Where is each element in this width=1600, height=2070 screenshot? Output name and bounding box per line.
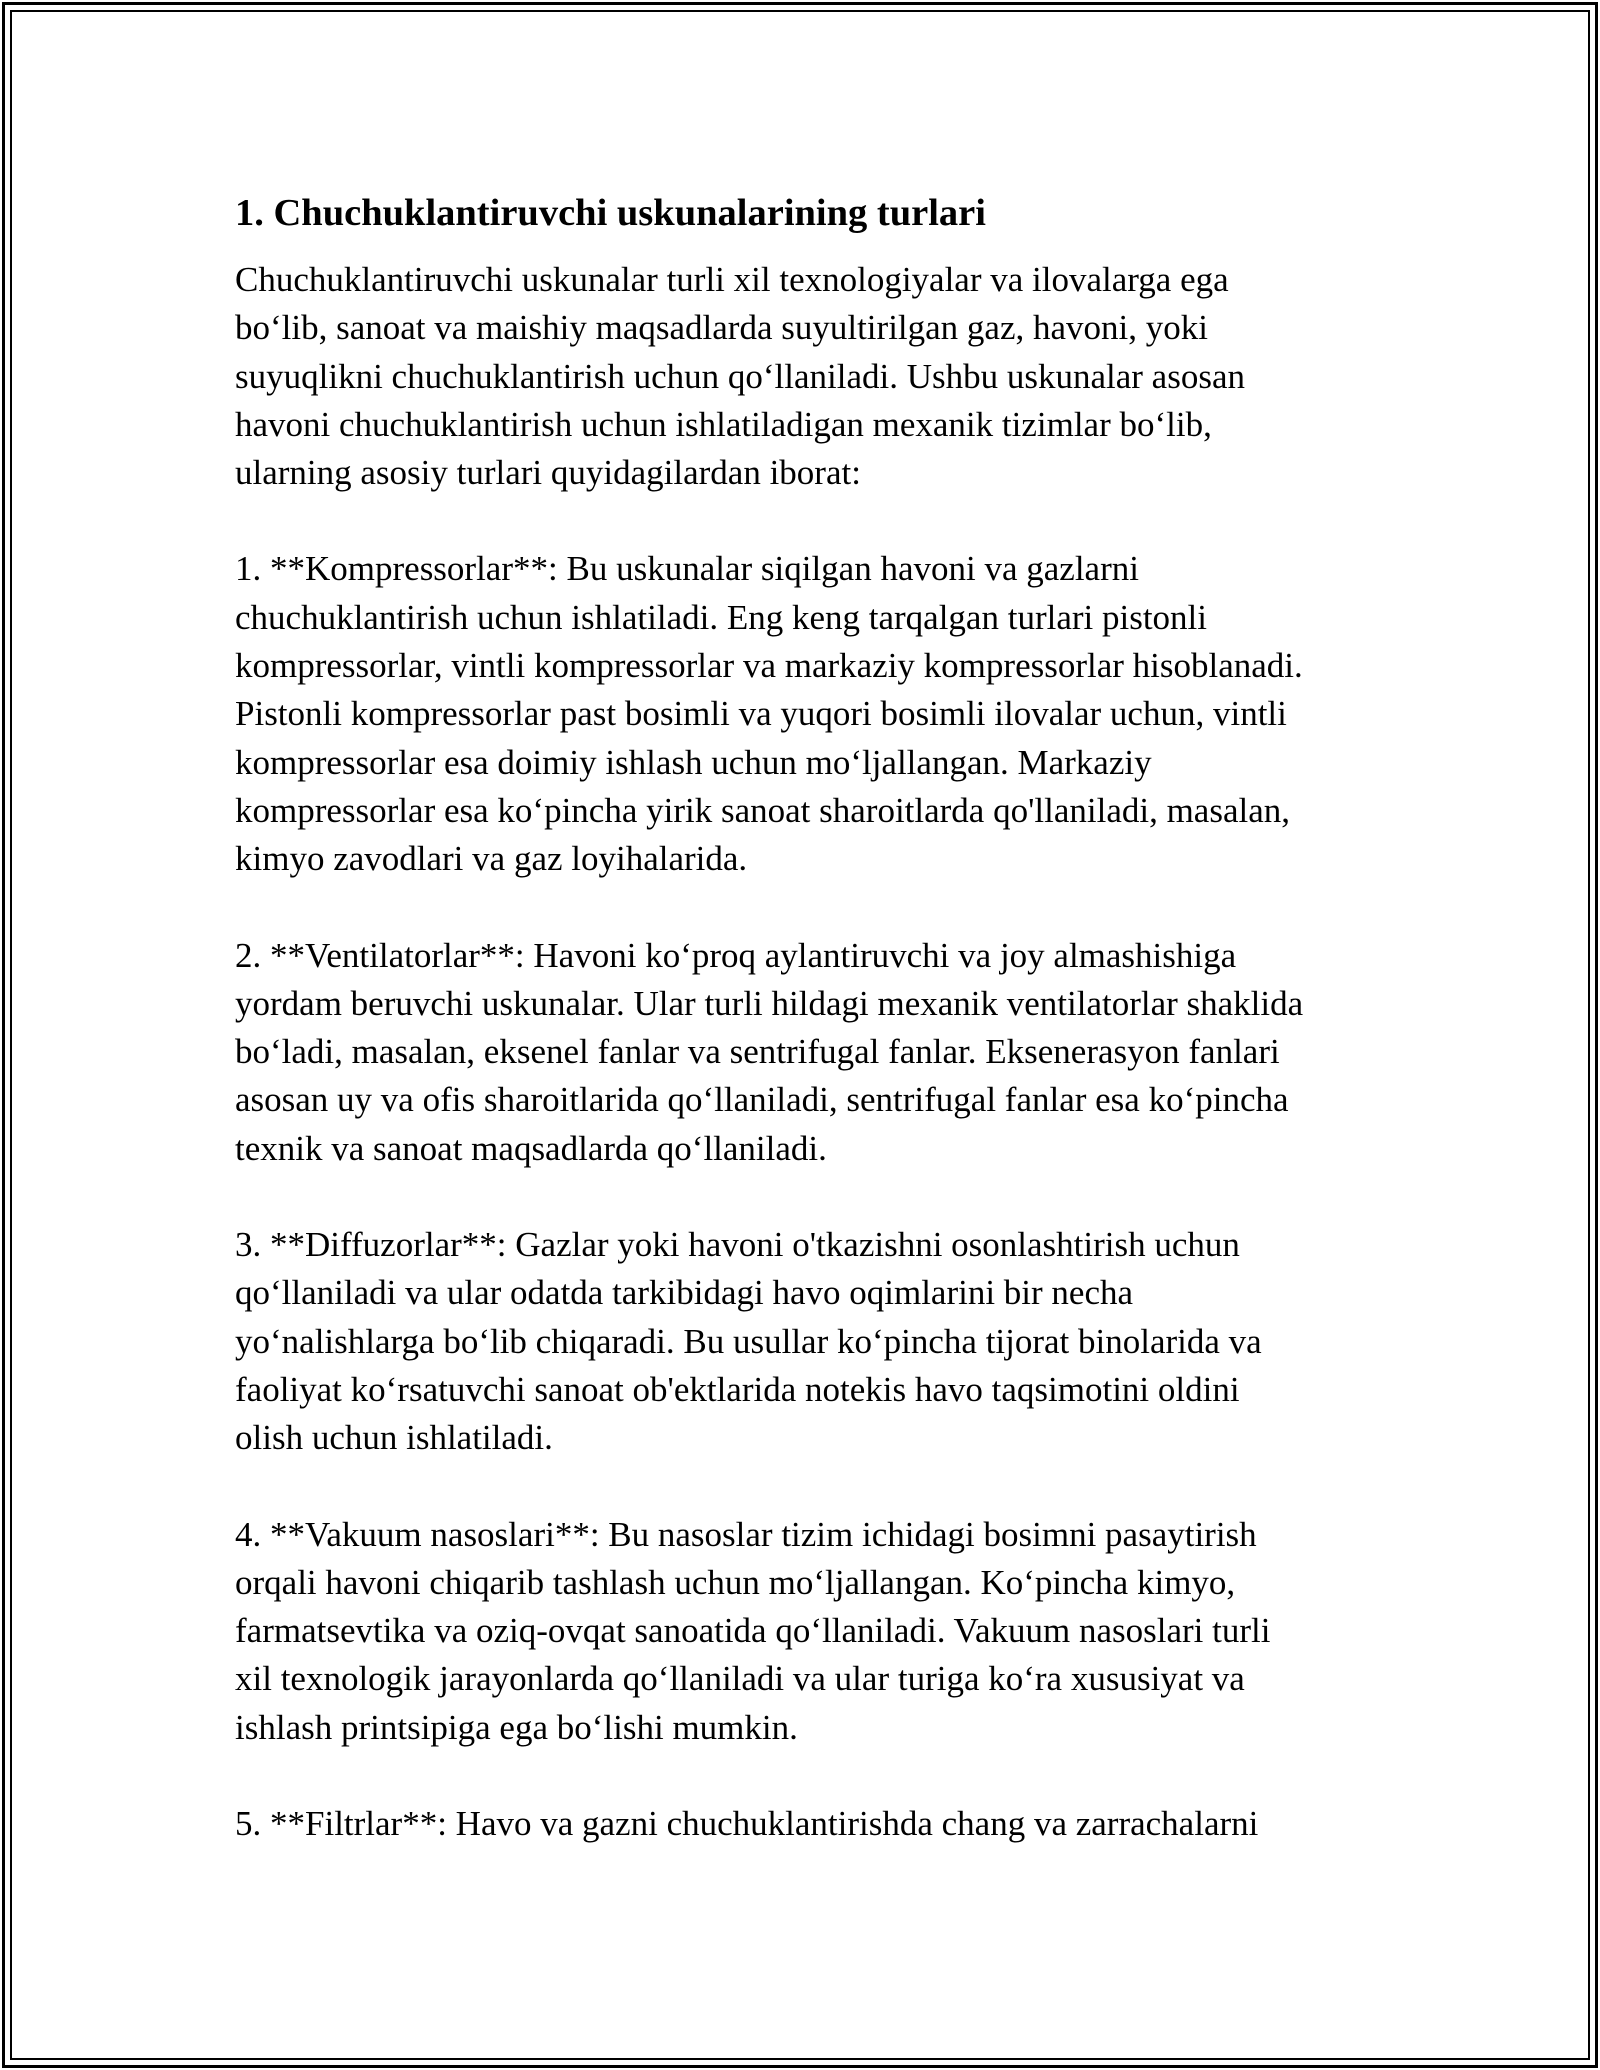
intro-paragraph: Chuchuklantiruvchi uskunalar turli xil texnologiyalar va ilovalarga ega bo‘lib, sanoat va maishiy maqsadlarda suyultirilgan gaz, havoni, yoki suyuqlikni chuchuklantirish uchun qo‘llaniladi. Ushbu uskunalar asosan havoni chuchuklantirish uchun ishlatiladigan mexanik tizimlar bo‘lib, ularning asosiy turlari quyidagilardan iborat: (235, 260, 1245, 493)
list-item-ventilatorlar: 2. **Ventilatorlar**: Havoni ko‘proq aylantiruvchi va joy almashishiga yordam beruvchi uskunalar. Ular turli hildagi mexanik ventilatorlar shaklida bo‘ladi, masalan, eksenel fanlar va sentrifugal fanlar. Eksenerasyon fanlari asosan uy va ofis sharoitlarida qo‘llaniladi, sentrifugal fanlar esa ko‘pincha texnik va sanoat maqsadlarda qo‘llaniladi. (235, 935, 1304, 1168)
list-item-vakuum-nasoslari: 4. **Vakuum nasoslari**: Bu nasoslar tizim ichidagi bosimni pasaytirish orqali havoni chiqarib tashlash uchun mo‘ljallangan. Ko‘pincha kimyo, farmatsevtika va oziq-ovqat sanoatida qo‘llaniladi. Vakuum nasoslari turli xil texnologik jarayonlarda qo‘llaniladi va ular turiga ko‘ra xususiyat va ishlash printsipiga ega bo‘lishi mumkin. (235, 1514, 1271, 1747)
list-item-diffuzorlar: 3. **Diffuzorlar**: Gazlar yoki havoni o'tkazishni osonlashtirish uchun qo‘llaniladi va ular odatda tarkibidagi havo oqimlarini bir necha yo‘nalishlarga bo‘lib chiqaradi. Bu usullar ko‘pincha tijorat binolarida va faoliyat ko‘rsatuvchi sanoat ob'ektlarida notekis havo taqsimotini oldini olish uchun ishlatiladi. (235, 1225, 1262, 1458)
list-item-filtrlar: 5. **Filtrlar**: Havo va gazni chuchuklantirishda chang va zarrachalarni (235, 1804, 1259, 1844)
document-body (235, 188, 1375, 1896)
list-item-kompressorlar: 1. **Kompressorlar**: Bu uskunalar siqilgan havoni va gazlarni chuchuklantirish uchun ishlatiladi. Eng keng tarqalgan turlari pistonli kompressorlar, vintli kompressorlar va markaziy kompressorlar hisoblanadi. Pistonli kompressorlar past bosimli va yuqori bosimli ilovalar uchun, vintli kompressorlar esa doimiy ishlash uchun mo‘ljallangan. Markaziy kompressorlar esa ko‘pincha yirik sanoat sharoitlarda qo'llaniladi, masalan, kimyo zavodlari va gaz loyihalarida. (235, 549, 1303, 879)
section-heading: 1. Chuchuklantiruvchi uskunalarining turlari (235, 192, 986, 234)
